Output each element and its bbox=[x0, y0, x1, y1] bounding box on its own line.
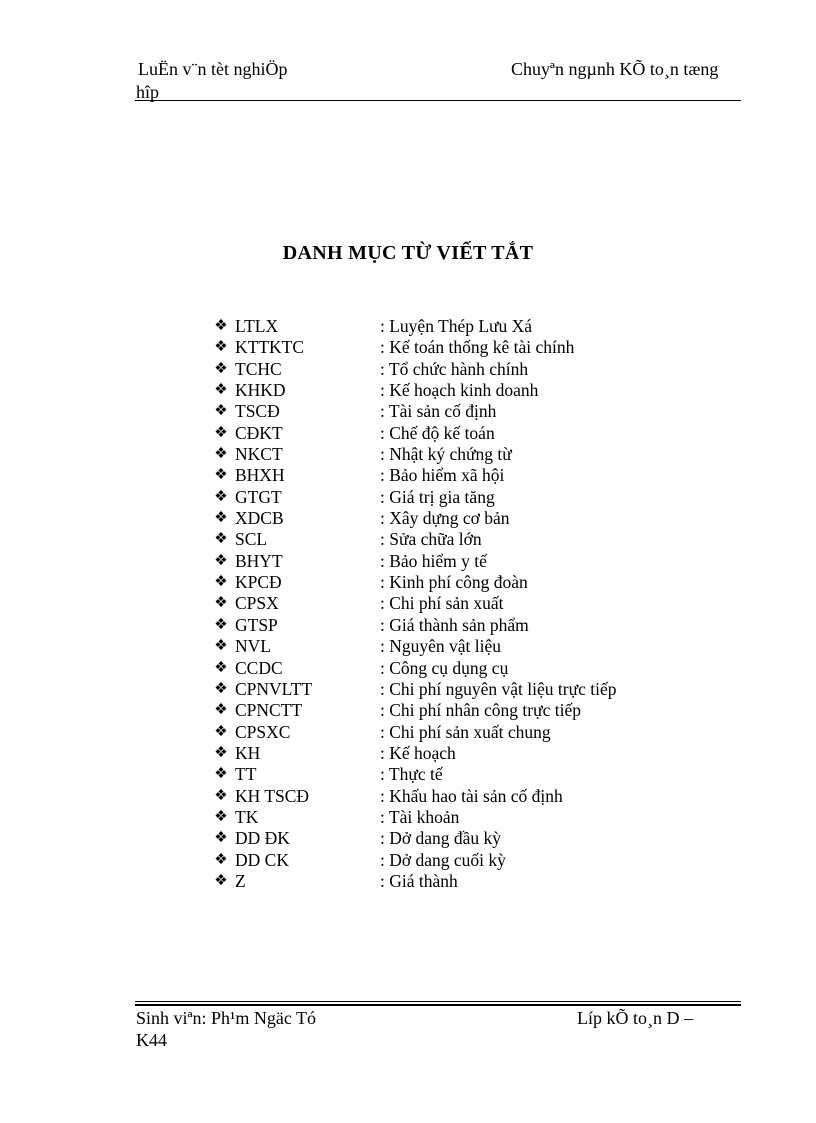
abbreviation-meaning: : Chi phí nhân công trực tiếp bbox=[380, 700, 581, 721]
diamond-bullet-icon: ❖ bbox=[214, 766, 228, 783]
abbreviation-term: KPCĐ bbox=[235, 572, 282, 593]
abbreviation-meaning: : Kế toán thống kê tài chính bbox=[380, 337, 575, 358]
diamond-bullet-icon: ❖ bbox=[214, 403, 228, 420]
abbreviation-meaning: : Bảo hiểm xã hội bbox=[380, 465, 505, 486]
footer-right-text: Líp kÕ to¸n D – bbox=[577, 1008, 693, 1028]
abbreviation-meaning: : Bảo hiểm y tế bbox=[380, 550, 487, 571]
diamond-bullet-icon: ❖ bbox=[214, 339, 228, 356]
abbreviation-term: CPNCTT bbox=[235, 700, 303, 721]
abbreviation-term: BHXH bbox=[235, 465, 285, 486]
diamond-bullet-icon: ❖ bbox=[214, 723, 228, 740]
abbreviation-meaning: : Tài sản cố định bbox=[380, 401, 497, 422]
abbreviation-term: GTGT bbox=[235, 486, 282, 507]
diamond-bullet-icon: ❖ bbox=[214, 659, 228, 676]
abbreviation-meaning: : Khấu hao tài sản cố định bbox=[380, 785, 563, 806]
abbreviation-meaning: : Chi phí nguyên vật liệu trực tiếp bbox=[380, 678, 617, 699]
diamond-bullet-icon: ❖ bbox=[214, 467, 228, 484]
diamond-bullet-icon: ❖ bbox=[214, 510, 228, 527]
page-title: DANH MỤC TỪ VIẾT TẮT bbox=[282, 242, 534, 264]
abbreviation-meaning: : Dở dang cuối kỳ bbox=[380, 849, 506, 870]
diamond-bullet-icon: ❖ bbox=[214, 872, 228, 889]
abbreviation-term: KTTKTC bbox=[235, 337, 305, 358]
abbreviation-term: KH TSCĐ bbox=[235, 785, 310, 806]
footer-rule-thick bbox=[135, 1004, 741, 1006]
footer-rule-thin bbox=[135, 1001, 741, 1002]
diamond-bullet-icon: ❖ bbox=[214, 424, 228, 441]
abbreviation-term: XDCB bbox=[235, 508, 284, 529]
abbreviation-term: CĐKT bbox=[235, 422, 283, 443]
diamond-bullet-icon: ❖ bbox=[214, 531, 228, 548]
diamond-bullet-icon: ❖ bbox=[214, 552, 228, 569]
abbreviation-meaning: : Sửa chữa lớn bbox=[380, 529, 482, 550]
diamond-bullet-icon: ❖ bbox=[214, 808, 228, 825]
diamond-bullet-icon: ❖ bbox=[214, 360, 228, 377]
abbreviation-term: NKCT bbox=[235, 444, 283, 465]
abbreviation-meaning: : Luyện Thép Lưu Xá bbox=[380, 316, 533, 336]
header-left-text: LuËn v¨n tèt nghiÖp bbox=[138, 59, 288, 79]
abbreviation-meaning: : Giá thành bbox=[380, 870, 458, 891]
abbreviation-term: TCHC bbox=[235, 358, 282, 379]
abbreviation-meaning: : Giá trị gia tăng bbox=[380, 486, 495, 507]
diamond-bullet-icon: ❖ bbox=[214, 488, 228, 505]
diamond-bullet-icon: ❖ bbox=[214, 446, 228, 463]
abbreviation-term: TK bbox=[235, 806, 259, 827]
abbreviation-meaning: : Giá thành sản phẩm bbox=[380, 614, 529, 635]
abbreviation-meaning: : Dở dang đầu kỳ bbox=[380, 828, 502, 849]
diamond-bullet-icon: ❖ bbox=[214, 830, 228, 847]
diamond-bullet-icon: ❖ bbox=[214, 638, 228, 655]
abbreviation-term: GTSP bbox=[235, 614, 278, 635]
abbreviation-meaning: : Tài khoản bbox=[380, 806, 460, 827]
diamond-bullet-icon: ❖ bbox=[214, 680, 228, 697]
abbreviation-term: DD ĐK bbox=[235, 828, 290, 849]
abbreviation-term: CPSX bbox=[235, 593, 279, 614]
diamond-bullet-icon: ❖ bbox=[214, 318, 228, 334]
abbreviation-term: LTLX bbox=[235, 316, 279, 336]
abbreviation-term: TT bbox=[235, 764, 257, 785]
abbreviation-meaning: : Xây dựng cơ bản bbox=[380, 508, 510, 529]
abbreviation-meaning: : Nhật ký chứng từ bbox=[380, 444, 512, 465]
abbreviation-term: NVL bbox=[235, 636, 271, 657]
diamond-bullet-icon: ❖ bbox=[214, 382, 228, 399]
abbreviation-meaning: : Thực tế bbox=[380, 764, 443, 785]
abbreviation-meaning: : Chế độ kế toán bbox=[380, 422, 495, 443]
abbreviation-term: KH bbox=[235, 742, 261, 763]
header-right-text: Chuyªn ngµnh KÕ to¸n tæng bbox=[511, 59, 719, 79]
diamond-bullet-icon: ❖ bbox=[214, 787, 228, 804]
abbreviation-term: CPSXC bbox=[235, 721, 291, 742]
abbreviation-term: CCDC bbox=[235, 657, 283, 678]
abbreviation-meaning: : Kế hoạch bbox=[380, 742, 456, 763]
abbreviation-term: DD CK bbox=[235, 849, 289, 870]
diamond-bullet-icon: ❖ bbox=[214, 744, 228, 761]
diamond-bullet-icon: ❖ bbox=[214, 851, 228, 868]
abbreviation-term: Z bbox=[235, 870, 246, 891]
abbreviation-meaning: : Kế hoạch kinh doanh bbox=[380, 380, 539, 401]
abbreviation-term: BHYT bbox=[235, 550, 283, 571]
abbreviation-meaning: : Kinh phí công đoàn bbox=[380, 572, 528, 593]
footer-left-text-continued: K44 bbox=[136, 1030, 167, 1050]
abbreviation-term: TSCĐ bbox=[235, 401, 280, 422]
abbreviation-term: SCL bbox=[235, 529, 268, 550]
abbreviation-meaning: : Chi phí sản xuất bbox=[380, 593, 504, 614]
abbreviation-term: CPNVLTT bbox=[235, 678, 313, 699]
abbreviation-meaning: : Công cụ dụng cụ bbox=[380, 657, 509, 678]
footer-left-text: Sinh viªn: Ph¹m Ngäc Tó bbox=[136, 1008, 317, 1028]
diamond-bullet-icon: ❖ bbox=[214, 616, 228, 633]
abbreviation-meaning: : Chi phí sản xuất chung bbox=[380, 721, 551, 742]
header-rule bbox=[135, 100, 741, 101]
diamond-bullet-icon: ❖ bbox=[214, 574, 228, 591]
diamond-bullet-icon: ❖ bbox=[214, 702, 228, 719]
abbreviation-term: KHKD bbox=[235, 380, 286, 401]
diamond-bullet-icon: ❖ bbox=[214, 595, 228, 612]
abbreviation-meaning: : Tổ chức hành chính bbox=[380, 358, 529, 379]
abbreviation-meaning: : Nguyên vật liệu bbox=[380, 636, 502, 657]
header-left-text-continued: hîp bbox=[136, 82, 160, 102]
